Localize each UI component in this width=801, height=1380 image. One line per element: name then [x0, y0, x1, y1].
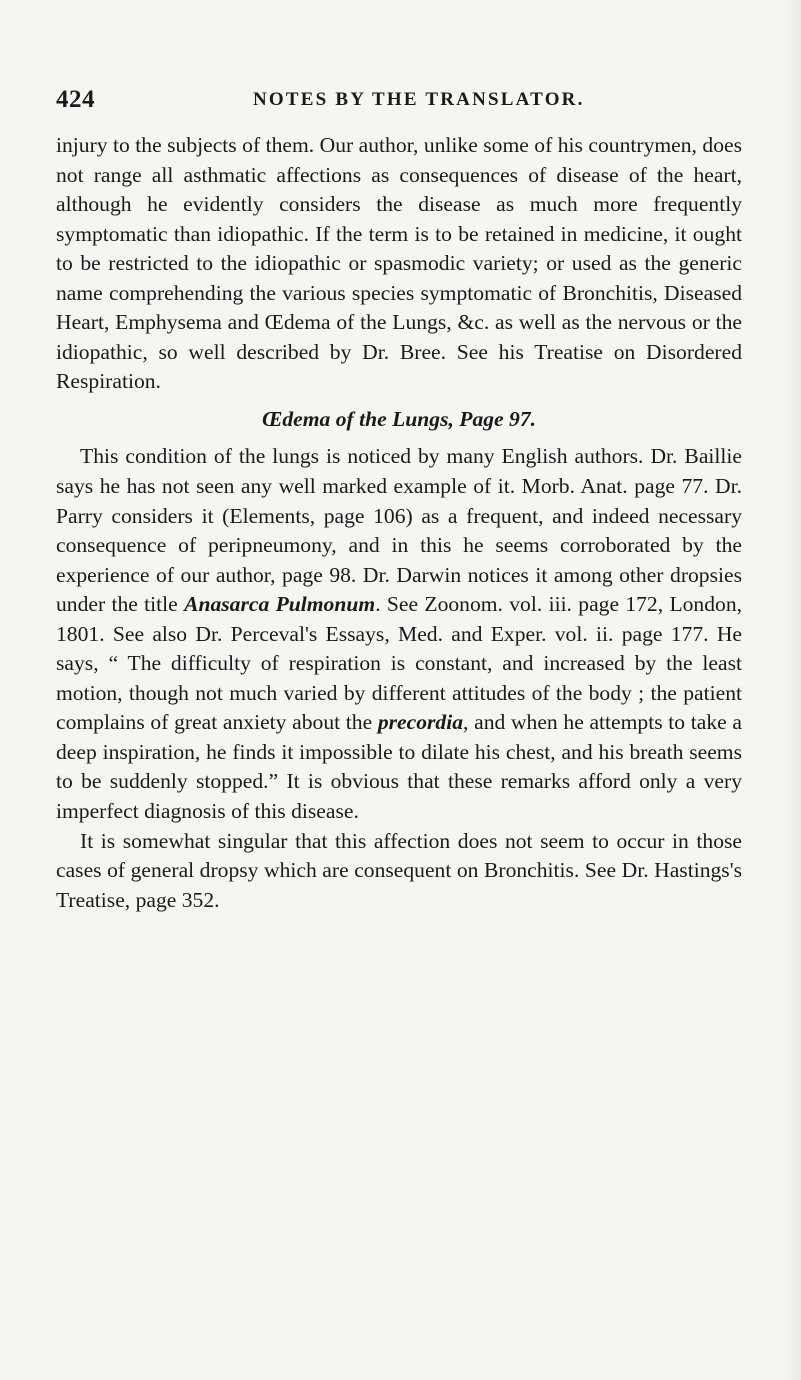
- italic-term: precordia: [377, 710, 464, 735]
- paragraph-continued: injury to the subjects of them. Our author, unlike some of his countrymen, does not range all asthmatic affections as consequences of disease of the heart, although he evidently considers the disease as much more frequently symptomatic than idiopathic. If the term is to be retained in medicine, it ought to be restricted to the idiopathic or spasmodic variety; or used as the generic name comprehending the various species symptomatic of Bronchitis, Diseased Heart, Emphysema and Œdema of the Lungs, &c. as well as the nervous or the idiopathic, so well described by Dr. Bree. See his Treatise on Disordered Respiration.: [56, 133, 742, 394]
- section-heading: Œdema of the Lungs, Page 97.: [261, 406, 537, 431]
- paragraph-oedema-part1: This condition of the lungs is noticed by many English authors. Dr. Baillie says he has not seen any well marked example of it. Morb. Anat. page 77. Dr. Parry considers it (Elements, page 106) as a frequent, and indeed necessary consequence of peripneumony, and in this he seems corroborated by the experience of our author, page 98. Dr. Darwin notices it among other dropsies under the title: [56, 444, 742, 617]
- paragraph-oedema-part2: . See Zoonom. vol. iii. page 172, London, 1801. See also Dr. Perceval's Essays, Med. and Exper. vol. ii. page 177. He says, “ The difficulty of respiration is constant, and increased by the least motion, though not much varied by different attitudes of the body ; the patient complains of great anxiety about the: [56, 592, 743, 735]
- italic-title: Anasarca Pulmonum: [184, 592, 376, 617]
- paragraph-final: It is somewhat singular that this affection does not seem to occur in those cases of general dropsy which are consequent on Bronchitis. See Dr. Hastings's Treatise, page 352.: [56, 828, 742, 912]
- page-header: [56, 86, 696, 116]
- running-head: NOTES BY THE TRANSLATOR.: [253, 89, 585, 110]
- page-edge-shadow: [787, 0, 801, 1380]
- paragraph-oedema: [56, 442, 742, 826]
- paragraph-oedema-part3: , and when he attempts to take a deep inspiration, he finds it impossible to dilate his chest, and his breath seems to be suddenly stopped.” It is obvious that these remarks afford only a very imperfect diagnosis of this disease.: [56, 710, 742, 824]
- body-text: [56, 131, 742, 915]
- page-number: 424: [56, 86, 95, 113]
